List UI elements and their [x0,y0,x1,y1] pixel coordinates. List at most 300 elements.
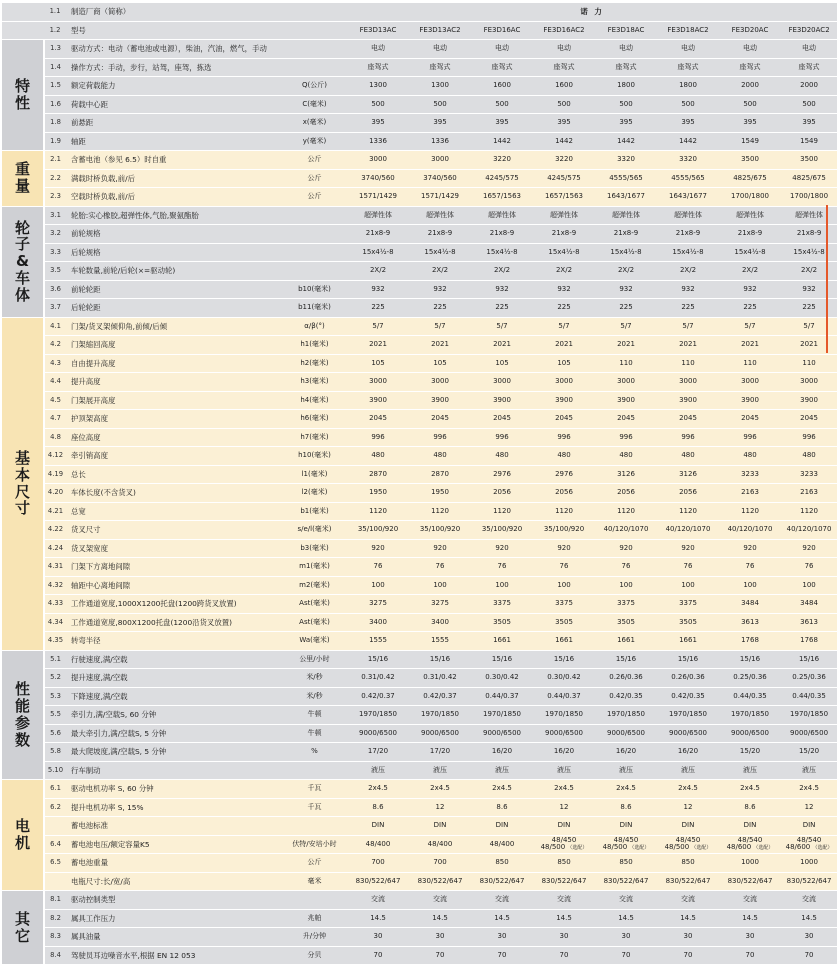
row-number: 6.4 [44,835,66,854]
spec-value: 1661 [657,632,719,651]
spec-value: 15x4½-8 [595,243,657,262]
row-unit: 兆帕 [282,909,347,928]
spec-value: 1970/1850 [471,706,533,725]
row-number: 3.2 [44,225,66,244]
spec-value: 0.31/0.42 [347,669,409,688]
spec-value: 100 [409,576,471,595]
spec-value: 932 [781,280,837,299]
spec-value: 3500 [719,151,781,170]
spec-value: 14.5 [533,909,595,928]
spec-value: 2x4.5 [719,780,781,799]
model-header: FE3D18AC2 [657,21,719,40]
row-number: 4.35 [44,632,66,651]
spec-value: 1300 [409,77,471,96]
spec-value: 5/7 [595,317,657,336]
row-unit: 米/秒 [282,687,347,706]
row-number: 4.34 [44,613,66,632]
spec-value: 48/450 48/500 （选配） [657,835,719,854]
spec-value: 700 [409,854,471,873]
spec-value: DIN [347,817,409,836]
spec-row [2,687,837,706]
row-label: 座位高度 [66,428,282,447]
row-unit: h4(毫米) [282,391,347,410]
row-unit: C(毫米) [282,95,347,114]
spec-value: 500 [657,95,719,114]
row-label: 蓄电池重量 [66,854,282,873]
row-number: 1.1 [44,3,66,21]
spec-value: 2x4.5 [781,780,837,799]
row-label: 操作方式：手动，步行，站驾，座驾，拣选 [66,58,282,77]
spec-value: 1970/1850 [657,706,719,725]
spec-value: 3484 [719,595,781,614]
spec-value: 5/7 [657,317,719,336]
spec-value: 2045 [719,410,781,429]
row-label: 护顶架高度 [66,410,282,429]
row-number: 4.20 [44,484,66,503]
spec-value: 0.26/0.36 [657,669,719,688]
spec-value: 交流 [781,891,837,910]
row-number: 2.3 [44,188,66,207]
spec-value: 30 [409,928,471,947]
spec-value: 超弹性体 [781,206,837,225]
spec-value: 76 [657,558,719,577]
spec-value: 700 [347,854,409,873]
spec-value: 2x4.5 [409,780,471,799]
row-unit: m2(毫米) [282,576,347,595]
row-unit: h2(毫米) [282,354,347,373]
spec-value: 0.42/0.37 [409,687,471,706]
row-unit [282,262,347,281]
spec-table [2,3,837,965]
row-label: 驱动方式：电动（蓄电池或电源），柴油，汽油，燃气，手动 [66,40,282,59]
spec-value: 996 [409,428,471,447]
row-unit: Q(公斤) [282,77,347,96]
spec-row [2,817,837,836]
spec-value: 70 [347,946,409,965]
spec-row [2,650,837,669]
spec-row [2,780,837,799]
spec-value: 920 [533,539,595,558]
spec-value: 3233 [781,465,837,484]
row-unit [282,761,347,780]
spec-value: 3320 [595,151,657,170]
spec-value: 2163 [719,484,781,503]
spec-value: 4825/675 [719,169,781,188]
spec-value: 2X/2 [471,262,533,281]
spec-value: 交流 [657,891,719,910]
row-number: 8.1 [44,891,66,910]
row-unit: 公斤 [282,188,347,207]
row-number: 4.3 [44,354,66,373]
spec-value: 3000 [657,373,719,392]
spec-value: 15/16 [471,650,533,669]
row-number: 3.3 [44,243,66,262]
spec-value: 1549 [719,132,781,151]
spec-value: 14.5 [657,909,719,928]
spec-value: 座驾式 [533,58,595,77]
row-label: 门架/货叉架倾仰角,前倾/后倾 [66,317,282,336]
spec-value: 15/20 [781,743,837,762]
row-unit: 牛顿 [282,706,347,725]
spec-value: DIN [719,817,781,836]
spec-value: 21x8-9 [595,225,657,244]
spec-value: 8.6 [719,798,781,817]
spec-value: 液压 [595,761,657,780]
spec-row [2,447,837,466]
spec-value: 30 [595,928,657,947]
spec-value: 3126 [657,465,719,484]
spec-value: 110 [595,354,657,373]
spec-value: 830/522/647 [347,872,409,891]
row-unit: 千瓦 [282,798,347,817]
spec-value: 9000/6500 [533,724,595,743]
row-label: 下降速度,满/空载 [66,687,282,706]
row-number: 8.3 [44,928,66,947]
spec-value: 30 [657,928,719,947]
spec-value: 3900 [533,391,595,410]
row-label: 驱动电机功率 S, 60 分钟 [66,780,282,799]
spec-value: 4555/565 [595,169,657,188]
spec-row [2,40,837,59]
spec-row [2,484,837,503]
spec-value: 超弹性体 [471,206,533,225]
row-label: 额定荷载能力 [66,77,282,96]
spec-row [2,354,837,373]
spec-value: 1000 [719,854,781,873]
spec-value: 2870 [409,465,471,484]
spec-row [2,206,837,225]
spec-row [2,835,837,854]
spec-value: 3505 [657,613,719,632]
row-unit [282,40,347,59]
spec-value: 3375 [595,595,657,614]
spec-value: 座驾式 [409,58,471,77]
header-corner [2,21,44,40]
spec-value: 395 [657,114,719,133]
spec-value: 395 [471,114,533,133]
spec-value: 3505 [471,613,533,632]
spec-value: 9000/6500 [409,724,471,743]
spec-value: 1970/1850 [533,706,595,725]
row-unit: 牛顿 [282,724,347,743]
row-number: 4.22 [44,521,66,540]
row-label: 含蓄电池（参见 6.5）时自重 [66,151,282,170]
spec-value: 70 [409,946,471,965]
row-unit [282,21,347,40]
spec-value: 2X/2 [595,262,657,281]
row-label: 前悬距 [66,114,282,133]
spec-value: 8.6 [471,798,533,817]
spec-value: 2X/2 [657,262,719,281]
spec-value: DIN [533,817,595,836]
spec-value: 480 [409,447,471,466]
row-label: 最大牵引力,满/空载S, 5 分钟 [66,724,282,743]
spec-value: 交流 [533,891,595,910]
spec-value: 932 [471,280,533,299]
spec-value: 996 [347,428,409,447]
spec-value: 1950 [409,484,471,503]
spec-value: 30 [347,928,409,947]
row-unit: % [282,743,347,762]
spec-value: 3000 [471,373,533,392]
spec-value: 480 [719,447,781,466]
spec-value: 500 [533,95,595,114]
row-label: 后轮规格 [66,243,282,262]
row-label: 型号 [66,21,282,40]
spec-value: 4825/675 [781,169,837,188]
spec-value: 48/540 48/600 （选配） [781,835,837,854]
section-title: 基 本 尺 寸 [2,317,44,650]
spec-value: 液压 [781,761,837,780]
row-label: 门架下方离地间隙 [66,558,282,577]
spec-value: 2X/2 [533,262,595,281]
spec-value: 15x4½-8 [719,243,781,262]
spec-row [2,188,837,207]
spec-value: 15/16 [533,650,595,669]
spec-row [2,225,837,244]
spec-value: 1700/1800 [719,188,781,207]
spec-value: 液压 [657,761,719,780]
row-unit: Wa(毫米) [282,632,347,651]
spec-value: 17/20 [409,743,471,762]
accent-bar [826,205,828,353]
spec-value: 1120 [409,502,471,521]
row-label: 空载时桥负载,前/后 [66,188,282,207]
row-label: 蓄电池电压/额定容量K5 [66,835,282,854]
spec-row [2,891,837,910]
spec-value: 8.6 [347,798,409,817]
row-number: 3.7 [44,299,66,318]
row-label: 提升速度,满/空载 [66,669,282,688]
spec-row [2,928,837,947]
spec-value: 14.5 [719,909,781,928]
spec-row [2,428,837,447]
spec-value: 1120 [657,502,719,521]
section-title: 电 机 [2,780,44,891]
spec-value: 1120 [471,502,533,521]
spec-value: 76 [781,558,837,577]
spec-value: 830/522/647 [781,872,837,891]
spec-value: 1300 [347,77,409,96]
section-title: 轮 子 & 车 体 [2,206,44,317]
spec-value: 48/400 [471,835,533,854]
spec-value: 3613 [781,613,837,632]
spec-value: 15/16 [657,650,719,669]
spec-value: 225 [657,299,719,318]
spec-value: 48/540 48/600 （选配） [719,835,781,854]
spec-value: 3505 [533,613,595,632]
row-label: 最大爬坡度,满/空载S, 5 分钟 [66,743,282,762]
row-number: 5.2 [44,669,66,688]
spec-value: 2045 [595,410,657,429]
spec-value: 21x8-9 [471,225,533,244]
spec-row [2,558,837,577]
spec-value: 996 [595,428,657,447]
spec-value: 1120 [719,502,781,521]
spec-value: 996 [471,428,533,447]
spec-value: 4245/575 [533,169,595,188]
spec-value: 920 [781,539,837,558]
spec-value: 2045 [347,410,409,429]
spec-value: 1600 [533,77,595,96]
row-label: 行车制动 [66,761,282,780]
spec-value: 1336 [347,132,409,151]
row-unit: 分贝 [282,946,347,965]
row-number: 5.1 [44,650,66,669]
spec-value: 500 [347,95,409,114]
spec-value: 0.44/0.37 [533,687,595,706]
spec-row [2,132,837,151]
spec-value: 932 [719,280,781,299]
spec-value: 3375 [657,595,719,614]
spec-value: 2056 [533,484,595,503]
header-row-manufacturer [2,3,837,21]
spec-value: 21x8-9 [781,225,837,244]
spec-value: 0.30/0.42 [533,669,595,688]
row-label: 行驶速度,满/空载 [66,650,282,669]
spec-row [2,410,837,429]
spec-value: 5/7 [719,317,781,336]
spec-value: 1768 [719,632,781,651]
row-number: 1.6 [44,95,66,114]
row-number: 3.1 [44,206,66,225]
spec-value: 2021 [657,336,719,355]
spec-value: 932 [347,280,409,299]
spec-value: 395 [409,114,471,133]
spec-row [2,798,837,817]
spec-value: 1970/1850 [781,706,837,725]
spec-value: 76 [719,558,781,577]
section-title: 特 性 [2,40,44,151]
spec-value: 15x4½-8 [347,243,409,262]
row-unit: y(毫米) [282,132,347,151]
spec-value: 996 [781,428,837,447]
spec-row [2,336,837,355]
spec-value: 15/16 [595,650,657,669]
spec-value: 35/100/920 [347,521,409,540]
spec-value: 920 [409,539,471,558]
spec-value: 2000 [781,77,837,96]
spec-value: 480 [781,447,837,466]
row-unit [282,891,347,910]
spec-value: 12 [781,798,837,817]
spec-value: 超弹性体 [409,206,471,225]
spec-value: 座驾式 [347,58,409,77]
spec-value: 1970/1850 [347,706,409,725]
row-number: 1.5 [44,77,66,96]
spec-value: 996 [719,428,781,447]
spec-value: 3400 [409,613,471,632]
spec-value: 21x8-9 [409,225,471,244]
spec-value: 3220 [533,151,595,170]
header-corner [2,3,44,21]
spec-value: 15x4½-8 [471,243,533,262]
spec-value: 3000 [595,373,657,392]
spec-value: 5/7 [781,317,837,336]
spec-value: 1970/1850 [409,706,471,725]
row-number: 3.6 [44,280,66,299]
spec-value: 395 [347,114,409,133]
spec-value: 交流 [719,891,781,910]
spec-value: 225 [781,299,837,318]
row-number: 4.24 [44,539,66,558]
spec-value: 2021 [719,336,781,355]
spec-value: 3375 [471,595,533,614]
model-header: FE3D13AC [347,21,409,40]
spec-value: 1120 [347,502,409,521]
spec-value: 交流 [471,891,533,910]
spec-value: 0.44/0.35 [719,687,781,706]
spec-value: 3000 [347,151,409,170]
spec-value: 3900 [719,391,781,410]
spec-value: 12 [657,798,719,817]
row-number: 5.8 [44,743,66,762]
row-unit: 公斤 [282,854,347,873]
spec-row [2,243,837,262]
spec-value: 0.42/0.35 [657,687,719,706]
row-label: 自由提升高度 [66,354,282,373]
row-number: 5.5 [44,706,66,725]
model-header: FE3D16AC2 [533,21,595,40]
spec-value: 2056 [595,484,657,503]
row-unit: b10(毫米) [282,280,347,299]
spec-value: 225 [719,299,781,318]
spec-value: 3000 [347,373,409,392]
spec-value: 4245/575 [471,169,533,188]
spec-value: 超弹性体 [657,206,719,225]
spec-value: 超弹性体 [347,206,409,225]
spec-row [2,262,837,281]
row-unit: h6(毫米) [282,410,347,429]
row-unit: s/e/l(毫米) [282,521,347,540]
spec-value: 996 [657,428,719,447]
spec-value: 液压 [471,761,533,780]
row-number: 4.32 [44,576,66,595]
row-number: 5.10 [44,761,66,780]
spec-value: DIN [409,817,471,836]
spec-value: 14.5 [595,909,657,928]
spec-value: 2X/2 [781,262,837,281]
spec-value: 40/120/1070 [781,521,837,540]
spec-value: 9000/6500 [347,724,409,743]
spec-row [2,632,837,651]
spec-value: 2000 [719,77,781,96]
spec-value: 48/450 48/500 （选配） [595,835,657,854]
spec-value: 1555 [409,632,471,651]
spec-value: 1442 [595,132,657,151]
spec-value: 2870 [347,465,409,484]
spec-value: 座驾式 [471,58,533,77]
row-number: 4.5 [44,391,66,410]
spec-value: 100 [657,576,719,595]
model-header: FE3D20AC [719,21,781,40]
row-label: 提升高度 [66,373,282,392]
spec-row [2,280,837,299]
row-number: 6.5 [44,854,66,873]
row-unit [282,243,347,262]
spec-value: 996 [533,428,595,447]
spec-value: 14.5 [347,909,409,928]
spec-value: 1661 [471,632,533,651]
spec-value: DIN [595,817,657,836]
row-label: 蓄电池标准 [66,817,282,836]
spec-value: 9000/6500 [781,724,837,743]
spec-value: 920 [471,539,533,558]
spec-value: 15x4½-8 [409,243,471,262]
row-label: 工作通道宽度,1000X1200托盘(1200跨货叉放置) [66,595,282,614]
spec-value: 830/522/647 [533,872,595,891]
row-number: 4.7 [44,410,66,429]
